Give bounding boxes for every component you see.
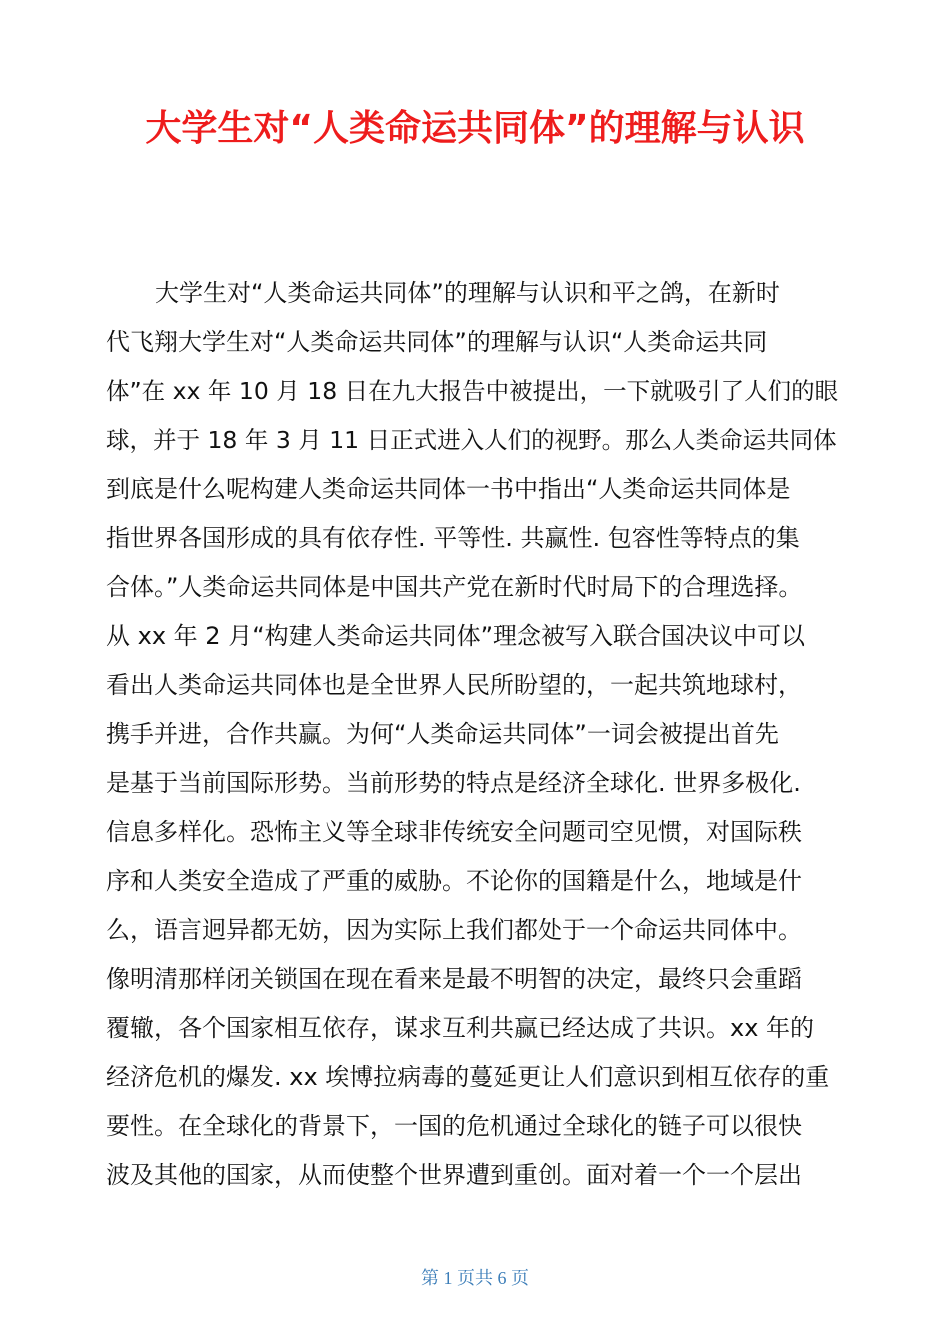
text-line: 像明清那样闭关锁国在现在看来是最不明智的决定，最终只会重蹈 xyxy=(106,965,802,993)
text-line: 波及其他的国家，从而使整个世界遭到重创。面对着一个一个层出 xyxy=(106,1161,802,1189)
body-paragraph xyxy=(106,269,846,1200)
text-line: 信息多样化。恐怖主义等全球非传统安全问题司空见惯，对国际秩 xyxy=(106,818,802,846)
text-line: 到底是什么呢构建人类命运共同体一书中指出“人类命运共同体是 xyxy=(106,475,791,503)
text-line: 覆辙，各个国家相互依存，谋求互利共赢已经达成了共识。xx 年的 xyxy=(106,1014,815,1042)
text-line: 合体。”人类命运共同体是中国共产党在新时代时局下的合理选择。 xyxy=(106,573,803,601)
text-line: 从 xx 年 2 月“构建人类命运共同体”理念被写入联合国决议中可以 xyxy=(106,622,806,650)
text-line: 经济危机的爆发. xx 埃博拉病毒的蔓延更让人们意识到相互依存的重 xyxy=(106,1063,830,1091)
text-line: 代飞翔大学生对“人类命运共同体”的理解与认识“人类命运共同 xyxy=(106,328,768,356)
text-line: 要性。在全球化的背景下，一国的危机通过全球化的链子可以很快 xyxy=(106,1112,802,1140)
text-line: 看出人类命运共同体也是全世界人民所盼望的，一起共筑地球村， xyxy=(106,671,802,699)
document-title: 大学生对“人类命运共同体”的理解与认识 xyxy=(145,108,805,149)
text-line: 序和人类安全造成了严重的威胁。不论你的国籍是什么，地域是什 xyxy=(106,867,802,895)
text-line: 指世界各国形成的具有依存性. 平等性. 共赢性. 包容性等特点的集 xyxy=(106,524,800,552)
text-line: 体”在 xx 年 10 月 18 日在九大报告中被提出，一下就吸引了人们的眼 xyxy=(106,377,839,405)
text-line: 球，并于 18 年 3 月 11 日正式进入人们的视野。那么人类命运共同体 xyxy=(106,426,837,454)
text-line: 携手并进，合作共赢。为何“人类命运共同体”一词会被提出首先 xyxy=(106,720,779,748)
page-footer: 第 1 页共 6 页 xyxy=(421,1268,529,1288)
text-line: 么，语言迥异都无妨，因为实际上我们都处于一个命运共同体中。 xyxy=(106,916,802,944)
text-line: 是基于当前国际形势。当前形势的特点是经济全球化. 世界多极化. xyxy=(106,769,801,797)
text-line: 大学生对“人类命运共同体”的理解与认识和平之鸽，在新时 xyxy=(155,279,780,307)
